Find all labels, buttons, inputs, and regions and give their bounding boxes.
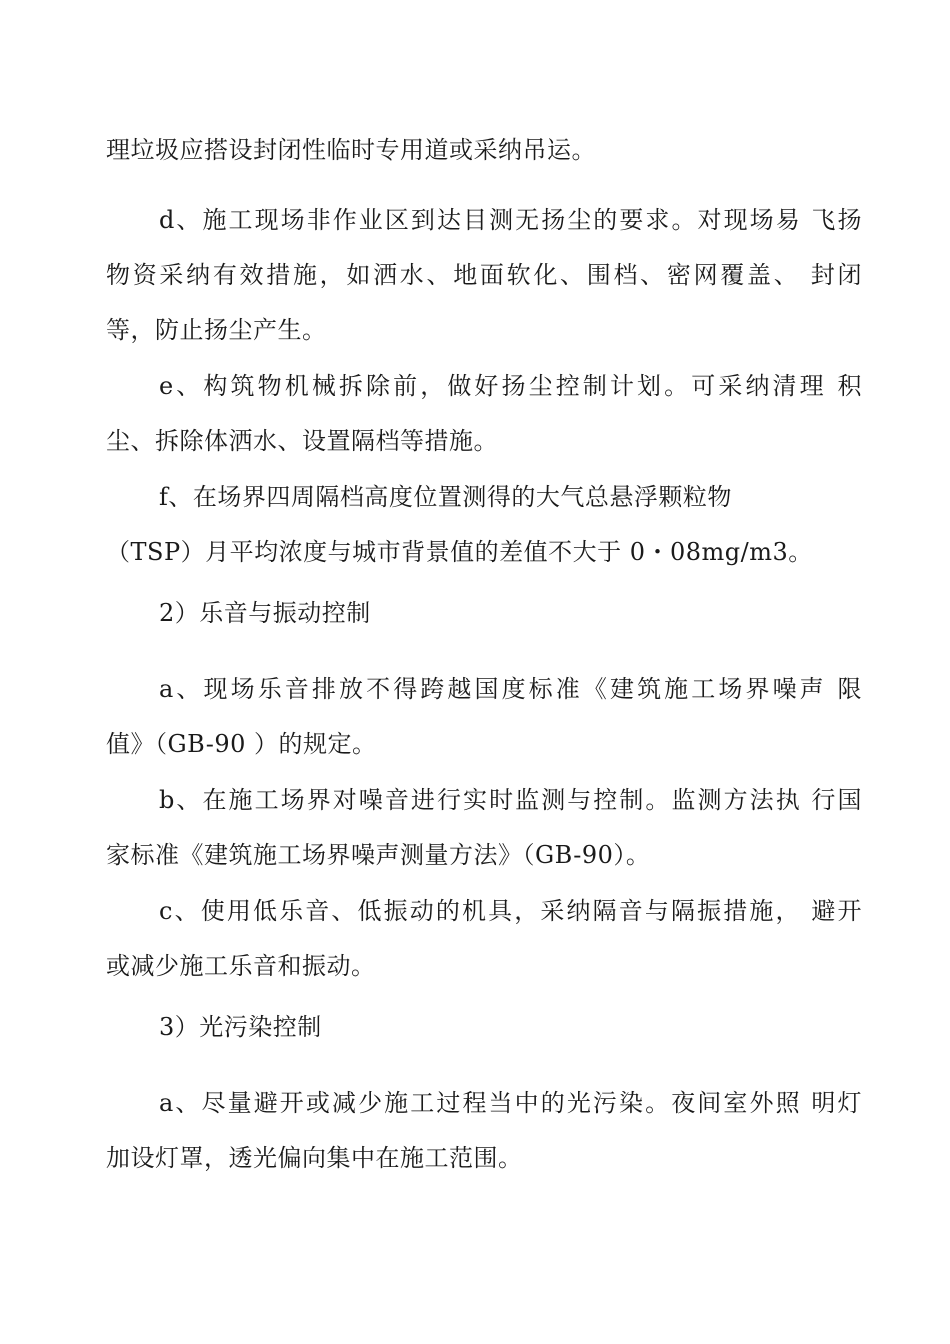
section-heading-light: 3）光污染控制 — [159, 1013, 322, 1041]
text-line-12: b、在施工场界对噪音进行实时监测与控制。监测方法执 行国 — [159, 786, 862, 814]
text-line-15: 或减少施工乐音和振动。 — [106, 952, 376, 980]
text-line-11: 值》（GB-90 ）的规定。 — [106, 730, 377, 758]
text-line-2: d、施工现场非作业区到达目测无扬尘的要求。对现场易 飞扬 — [159, 206, 862, 234]
text-line-8: （TSP）月平均浓度与城市背景值的差值不大于 0・08mg/m3。 — [106, 538, 813, 566]
text-line-6: 尘、拆除体洒水、设置隔档等措施。 — [106, 427, 498, 455]
text-line-17: a、尽量避开或减少施工过程当中的光污染。夜间室外照 明灯 — [159, 1089, 862, 1117]
text-line-1: 理垃圾应搭设封闭性临时专用道或采纳吊运。 — [106, 136, 596, 164]
text-line-5: e、构筑物机械拆除前，做好扬尘控制计划。可采纳清理 积 — [159, 372, 862, 400]
text-line-18: 加设灯罩，透光偏向集中在施工范围。 — [106, 1144, 523, 1172]
text-line-10: a、现场乐音排放不得跨越国度标准《建筑施工场界噪声 限 — [159, 675, 862, 703]
text-line-7: f、在场界四周隔档高度位置测得的大气总悬浮颗粒物 — [159, 483, 732, 511]
section-heading-noise: 2）乐音与振动控制 — [159, 599, 371, 627]
text-line-3: 物资采纳有效措施，如洒水、地面软化、围档、密网覆盖、 封闭 — [106, 261, 862, 289]
text-line-14: c、使用低乐音、低振动的机具，采纳隔音与隔振措施， 避开 — [159, 897, 862, 925]
text-line-4: 等，防止扬尘产生。 — [106, 316, 327, 344]
text-line-13: 家标准《建筑施工场界噪声测量方法》（GB-90）。 — [106, 841, 651, 869]
